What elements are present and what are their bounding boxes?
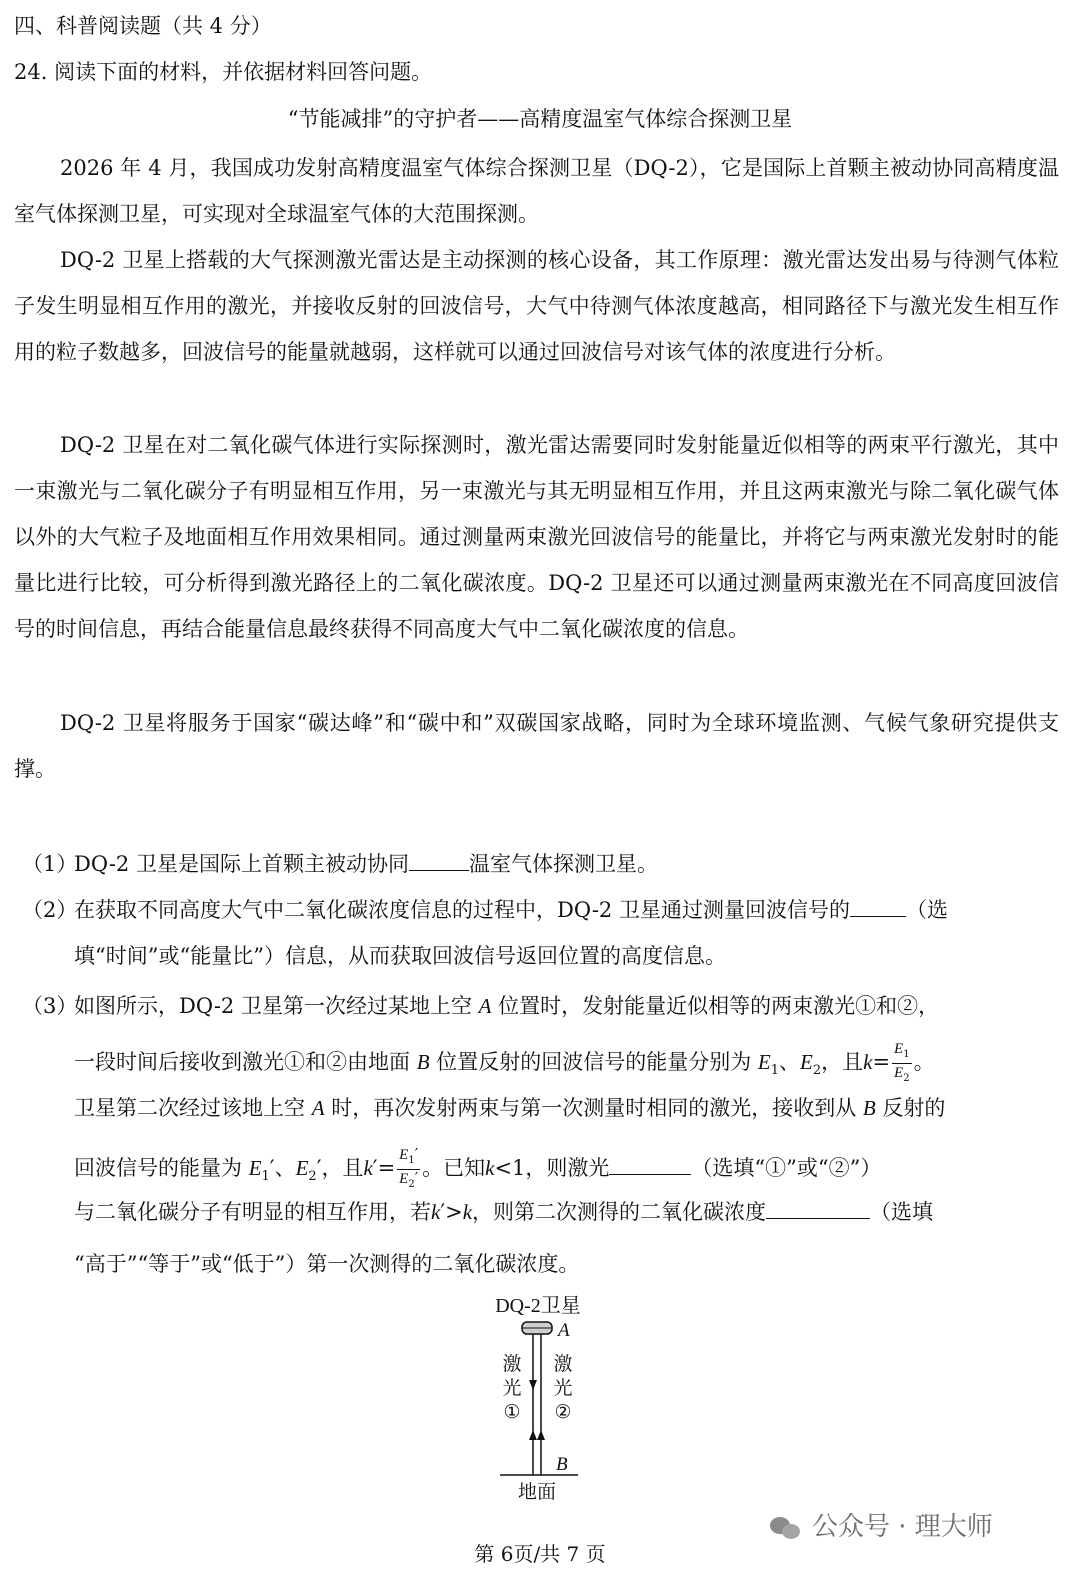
- question-1: （1）DQ-2 卫星是国际上首颗主被动协同 温室气体探测卫星。: [22, 852, 658, 876]
- section-header: 四、科普阅读题（共 4 分）: [14, 14, 272, 38]
- fraction-k-prime: $\frac{E_1'}{E_2'}$: [399, 1145, 419, 1190]
- satellite-laser-diagram: [460, 1290, 620, 1510]
- paragraph-4: DQ-2 卫星将服务于国家“碳达峰”和“碳中和”双碳国家战略，同时为全球环境监测、气候气象研究提供支撑。: [14, 711, 1059, 781]
- watermark: 公众号 · 理大师: [770, 1506, 993, 1543]
- article-title: “节能减排”的守护者——高精度温室气体综合探测卫星: [287, 107, 793, 131]
- answer-blank-4[interactable]: [766, 1198, 870, 1219]
- question-3-line-6: “高于”“等于”或“低于”）第一次测得的二氧化碳浓度。: [74, 1252, 580, 1276]
- question-intro: 24. 阅读下面的材料，并依据材料回答问题。: [14, 60, 433, 84]
- question-1-label: （1）: [22, 852, 78, 876]
- question-3-line-4: 回波信号的能量为 $E_1'$、$E_2'$，且k′= $\frac{E_1'}{E_2'}$ 。已知k<1，则激光 （选填“①”或“②”）: [74, 1146, 881, 1193]
- ground-label: 地面: [517, 1481, 557, 1503]
- question-3-line-3: 卫星第二次经过该地上空 A 时，再次发射两束与第一次测量时相同的激光，接收到从 B 反射的: [74, 1096, 946, 1120]
- fraction-k: $\frac{E_1}{E_2}$: [894, 1041, 910, 1084]
- satellite-icon: [522, 1322, 552, 1334]
- laser-2-char-1: 激: [553, 1353, 573, 1375]
- paragraph-1: 2026 年 4 月，我国成功发射高精度温室气体综合探测卫星（DQ-2），它是国际上首颗主被动协同高精度温室气体探测卫星，可实现对全球温室气体的大范围探测。: [14, 156, 1059, 226]
- question-3-label: （3）: [22, 994, 78, 1018]
- wechat-icon: [770, 1515, 804, 1541]
- question-3-line-5: 与二氧化碳分子有明显的相互作用，若k′>k，则第二次测得的二氧化碳浓度 （选填: [74, 1200, 934, 1224]
- laser-2-char-3: ②: [554, 1401, 572, 1423]
- question-3: （3）如图所示，DQ-2 卫星第一次经过某地上空 A 位置时，发射能量近似相等的两束激光①和②，: [22, 994, 940, 1018]
- answer-blank-2[interactable]: [850, 896, 906, 917]
- laser-1-char-3: ①: [503, 1401, 521, 1423]
- down-arrow-icon: [529, 1380, 537, 1390]
- answer-blank-3[interactable]: [609, 1154, 691, 1175]
- up-arrow-icon: [537, 1430, 545, 1440]
- laser-2-char-2: 光: [553, 1377, 573, 1399]
- answer-blank-1[interactable]: [409, 850, 469, 871]
- point-b-label: B: [556, 1454, 568, 1475]
- point-a-label: A: [558, 1320, 570, 1341]
- satellite-label: DQ-2卫星: [495, 1295, 581, 1317]
- question-2: （2）在获取不同高度大气中二氧化碳浓度信息的过程中，DQ-2 卫星通过测量回波信号的 （选: [22, 898, 948, 922]
- laser-1-char-2: 光: [502, 1377, 522, 1399]
- question-2-label: （2）: [22, 898, 78, 922]
- question-2-line-2: 填“时间”或“能量比”）信息，从而获取回波信号返回位置的高度信息。: [74, 944, 726, 968]
- laser-1-char-1: 激: [502, 1353, 522, 1375]
- paragraph-2: DQ-2 卫星上搭载的大气探测激光雷达是主动探测的核心设备，其工作原理：激光雷达发出易与待测气体粒子发生明显相互作用的激光，并接收反射的回波信号，大气中待测气体浓度越高，相同路径下与激光发生相互作用的粒子数越多，回波信号的能量就越弱，这样就可以通过回波信号对该气体的浓度进行分析。: [14, 248, 1059, 364]
- page-footer: 第 6页/共 7 页: [474, 1542, 606, 1566]
- paragraph-3: DQ-2 卫星在对二氧化碳气体进行实际探测时，激光雷达需要同时发射能量近似相等的两束平行激光，其中一束激光与二氧化碳分子有明显相互作用，另一束激光与其无明显相互作用，并且这两束激光与除二氧化碳气体以外的大气粒子及地面相互作用效果相同。通过测量两束激光回波信号的能量比，并将它与两束激光发射时的能量比进行比较，可分析得到激光路径上的二氧化碳浓度。DQ-2 卫星还可以通过测量两束激光在不同高度回波信号的时间信息，再结合能量信息最终获得不同高度大气中二氧化碳浓度的信息。: [14, 433, 1059, 641]
- question-3-line-2: 一段时间后接收到激光①和②由地面 B 位置反射的回波信号的能量分别为 $E_1$、$E_2$，且k= $\frac{E_1}{E_2}$ 。: [74, 1040, 935, 1087]
- up-arrow-icon: [529, 1430, 537, 1440]
